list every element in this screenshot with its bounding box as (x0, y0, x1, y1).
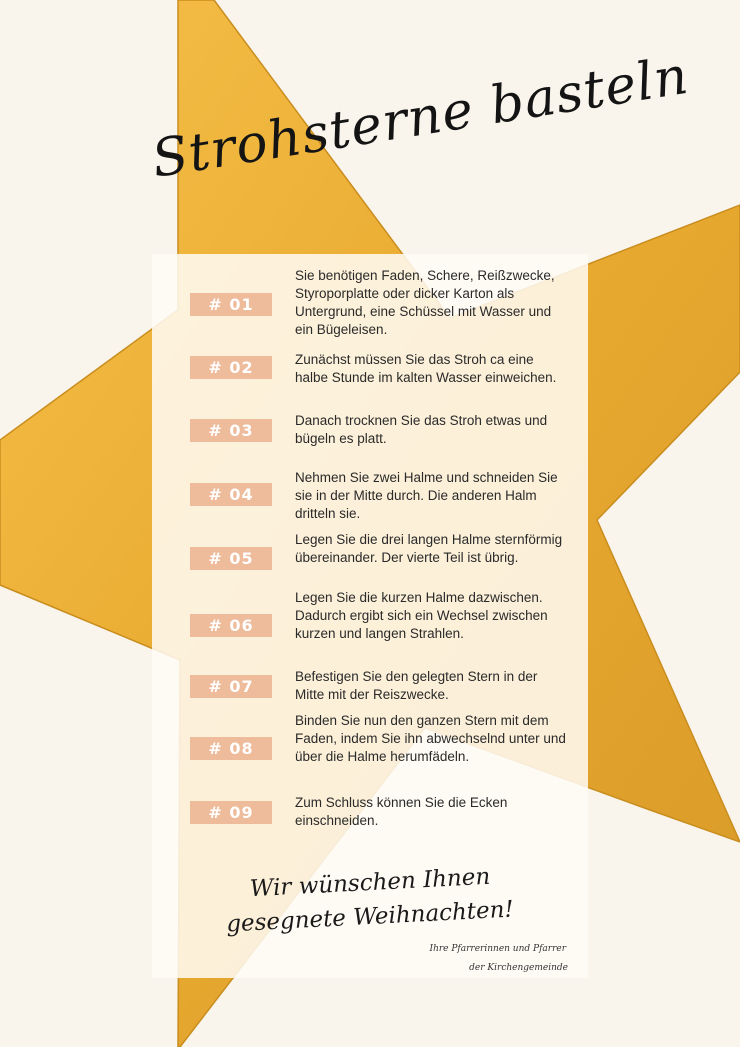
step-text: Danach trocknen Sie das Stroh etwas und bügeln es platt. (295, 413, 548, 446)
step-number-badge: # 05 (190, 547, 272, 570)
signature-line-1: Ihre Pfarrerinnen und Pfarrer (429, 944, 566, 954)
page-title: Strohsterne basteln (148, 45, 693, 190)
greeting-line-2: gesegnete Weihnachten! (225, 896, 515, 938)
step-text: Befestigen Sie den gelegten Stern in der Mitte mit der Reiszwecke. (295, 669, 538, 702)
step-number-badge: # 01 (190, 293, 272, 316)
step-text: Nehmen Sie zwei Halme und schneiden Sie sie in der Mitte durch. Die anderen Halm dritteln sie. (295, 470, 558, 521)
step-number-badge: # 04 (190, 483, 272, 506)
step-text: Zum Schluss können Sie die Ecken einschneiden. (295, 795, 508, 828)
step-text: Legen Sie die drei langen Halme sternförmig übereinander. Der vierte Teil ist übrig. (295, 532, 563, 565)
step-number-badge: # 07 (190, 675, 272, 698)
instructions-panel (152, 254, 588, 978)
step-number-badge: # 02 (190, 356, 272, 379)
step-text: Binden Sie nun den ganzen Stern mit dem Faden, indem Sie ihn abwechselnd unter und über die Halme herumfädeln. (295, 713, 566, 764)
signature-line-2: der Kirchengemeinde (469, 963, 568, 973)
step-number-badge: # 06 (190, 614, 272, 637)
step-text: Zunächst müssen Sie das Stroh ca eine halbe Stunde im kalten Wasser einweichen. (295, 352, 557, 385)
step-text: Sie benötigen Faden, Schere, Reißzwecke, Styroporplatte oder dicker Karton als Untergrund, eine Schüssel mit Wasser und ein Bügeleisen. (295, 268, 555, 337)
greeting-line-1: Wir wünschen Ihnen (249, 863, 491, 903)
step-number-badge: # 08 (190, 737, 272, 760)
step-number-badge: # 09 (190, 801, 272, 824)
step-number-badge: # 03 (190, 419, 272, 442)
step-text: Legen Sie die kurzen Halme dazwischen. Dadurch ergibt sich ein Wechsel zwischen kurzen und langen Strahlen. (295, 590, 548, 641)
